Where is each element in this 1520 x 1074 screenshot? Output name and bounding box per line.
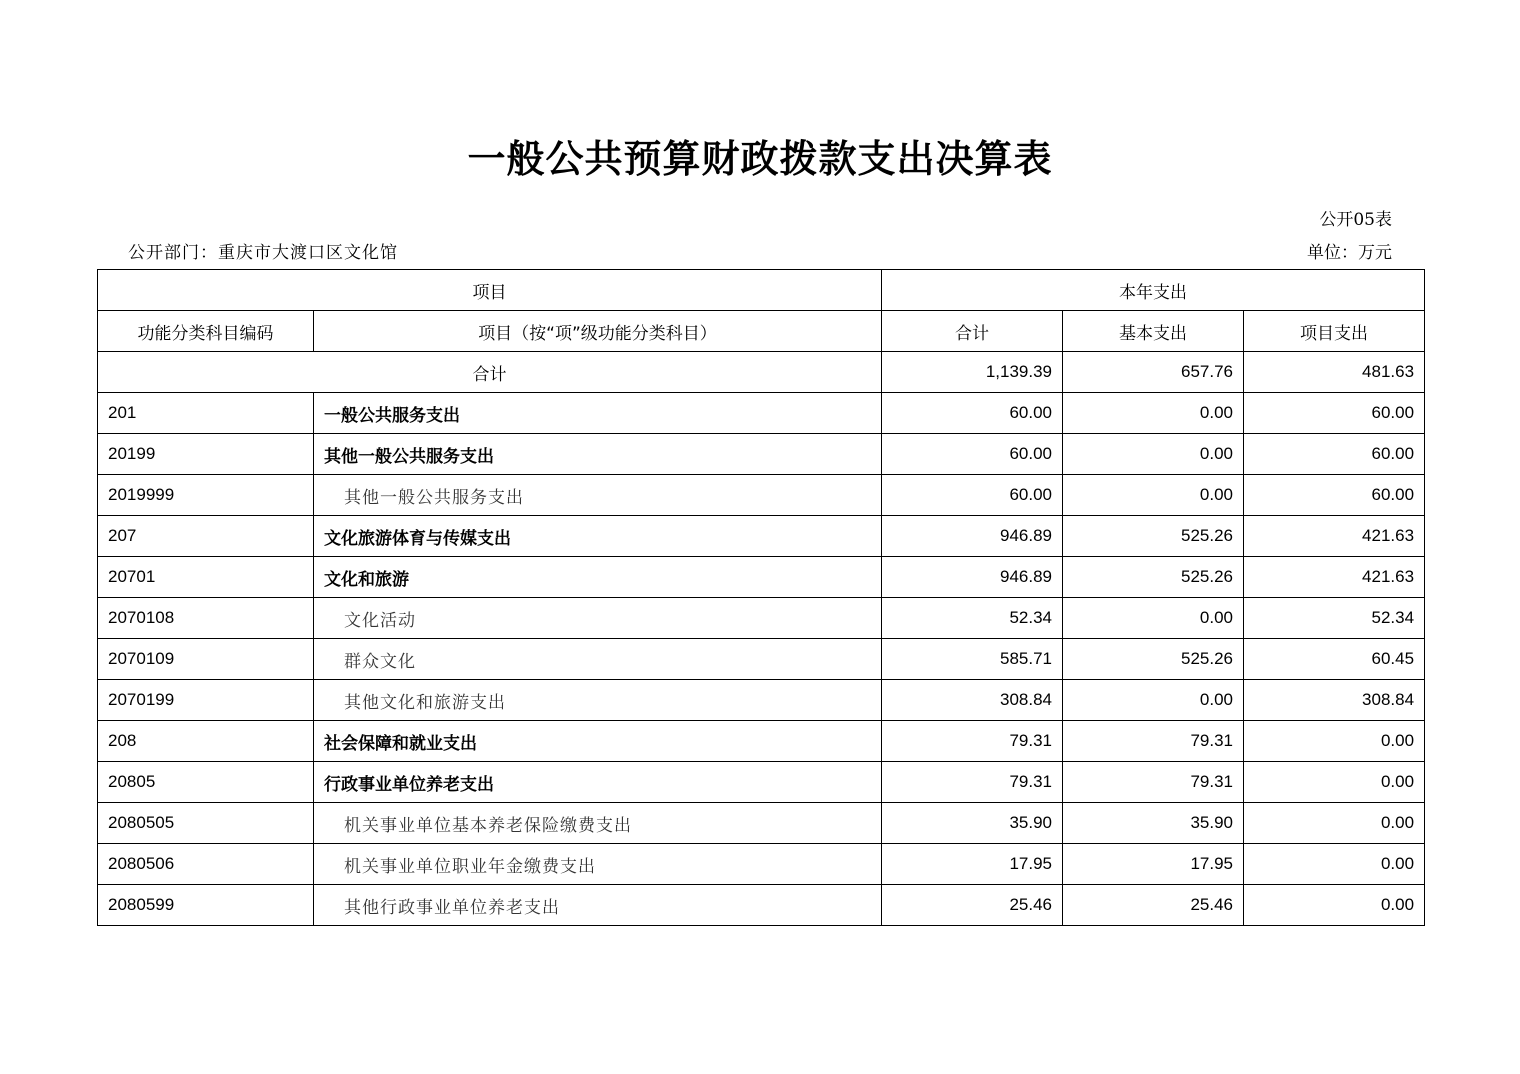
table-row: [98, 516, 1425, 557]
row-code: 20199: [98, 434, 314, 475]
row-project: 0.00: [1244, 885, 1425, 926]
row-code: 207: [98, 516, 314, 557]
form-number: 公开05表: [1319, 210, 1392, 230]
row-project: 0.00: [1244, 803, 1425, 844]
row-basic: 79.31: [1063, 762, 1244, 803]
row-code: 2080599: [98, 885, 314, 926]
total-basic: 657.76: [1063, 352, 1244, 393]
row-project: 60.45: [1244, 639, 1425, 680]
header-basic: 基本支出: [1063, 311, 1244, 352]
row-name: 其他一般公共服务支出: [314, 434, 882, 475]
row-name: 机关事业单位职业年金缴费支出: [314, 844, 882, 885]
row-basic: 35.90: [1063, 803, 1244, 844]
row-project: 0.00: [1244, 721, 1425, 762]
row-code: 2070109: [98, 639, 314, 680]
row-project: 52.34: [1244, 598, 1425, 639]
table-row: [98, 680, 1425, 721]
row-project: 308.84: [1244, 680, 1425, 721]
row-code: 2080505: [98, 803, 314, 844]
row-basic: 79.31: [1063, 721, 1244, 762]
row-name: 文化活动: [314, 598, 882, 639]
row-name: 一般公共服务支出: [314, 393, 882, 434]
row-name: 文化旅游体育与传媒支出: [314, 516, 882, 557]
table-row: [98, 557, 1425, 598]
row-code: 208: [98, 721, 314, 762]
table-row: [98, 598, 1425, 639]
row-basic: 0.00: [1063, 598, 1244, 639]
total-row: [98, 352, 1425, 393]
row-total: 585.71: [882, 639, 1063, 680]
row-basic: 0.00: [1063, 680, 1244, 721]
table-row: [98, 885, 1425, 926]
header-row-1: [98, 270, 1425, 311]
row-total: 60.00: [882, 434, 1063, 475]
table-row: [98, 639, 1425, 680]
row-name: 其他文化和旅游支出: [314, 680, 882, 721]
row-basic: 17.95: [1063, 844, 1244, 885]
row-total: 17.95: [882, 844, 1063, 885]
row-name: 其他一般公共服务支出: [314, 475, 882, 516]
header-name: 项目（按“项”级功能分类科目）: [314, 311, 882, 352]
row-total: 308.84: [882, 680, 1063, 721]
row-code: 2070108: [98, 598, 314, 639]
row-total: 79.31: [882, 721, 1063, 762]
row-total: 79.31: [882, 762, 1063, 803]
header-row-2: [98, 311, 1425, 352]
table-row: [98, 762, 1425, 803]
row-project: 60.00: [1244, 393, 1425, 434]
row-project: 421.63: [1244, 516, 1425, 557]
row-code: 2070199: [98, 680, 314, 721]
table-row: [98, 721, 1425, 762]
header-total: 合计: [882, 311, 1063, 352]
total-project: 481.63: [1244, 352, 1425, 393]
row-code: 20805: [98, 762, 314, 803]
row-basic: 525.26: [1063, 516, 1244, 557]
table-row: [98, 844, 1425, 885]
header-current-year-expenditure: 本年支出: [882, 270, 1425, 311]
row-project: 421.63: [1244, 557, 1425, 598]
department-label: 公开部门：重庆市大渡口区文化馆: [128, 243, 398, 263]
row-total: 60.00: [882, 393, 1063, 434]
row-total: 52.34: [882, 598, 1063, 639]
row-code: 201: [98, 393, 314, 434]
row-total: 25.46: [882, 885, 1063, 926]
table-row: [98, 803, 1425, 844]
row-name: 文化和旅游: [314, 557, 882, 598]
row-total: 35.90: [882, 803, 1063, 844]
row-basic: 525.26: [1063, 639, 1244, 680]
row-name: 行政事业单位养老支出: [314, 762, 882, 803]
table-row: [98, 434, 1425, 475]
row-project: 60.00: [1244, 475, 1425, 516]
row-name: 其他行政事业单位养老支出: [314, 885, 882, 926]
header-project: 项目: [98, 270, 882, 311]
row-total: 946.89: [882, 557, 1063, 598]
row-total: 60.00: [882, 475, 1063, 516]
row-name: 社会保障和就业支出: [314, 721, 882, 762]
row-project: 0.00: [1244, 844, 1425, 885]
budget-table: [97, 269, 1425, 926]
row-code: 2019999: [98, 475, 314, 516]
table-row: [98, 393, 1425, 434]
row-basic: 525.26: [1063, 557, 1244, 598]
header-project-expenditure: 项目支出: [1244, 311, 1425, 352]
row-project: 0.00: [1244, 762, 1425, 803]
row-basic: 0.00: [1063, 393, 1244, 434]
page-title: 一般公共预算财政拨款支出决算表: [467, 137, 1053, 181]
row-basic: 0.00: [1063, 434, 1244, 475]
row-code: 2080506: [98, 844, 314, 885]
total-label: 合计: [98, 352, 882, 393]
row-total: 946.89: [882, 516, 1063, 557]
total-total: 1,139.39: [882, 352, 1063, 393]
row-project: 60.00: [1244, 434, 1425, 475]
row-name: 群众文化: [314, 639, 882, 680]
row-basic: 0.00: [1063, 475, 1244, 516]
header-code: 功能分类科目编码: [98, 311, 314, 352]
table-row: [98, 475, 1425, 516]
unit-label: 单位：万元: [1307, 243, 1392, 263]
row-name: 机关事业单位基本养老保险缴费支出: [314, 803, 882, 844]
row-code: 20701: [98, 557, 314, 598]
row-basic: 25.46: [1063, 885, 1244, 926]
